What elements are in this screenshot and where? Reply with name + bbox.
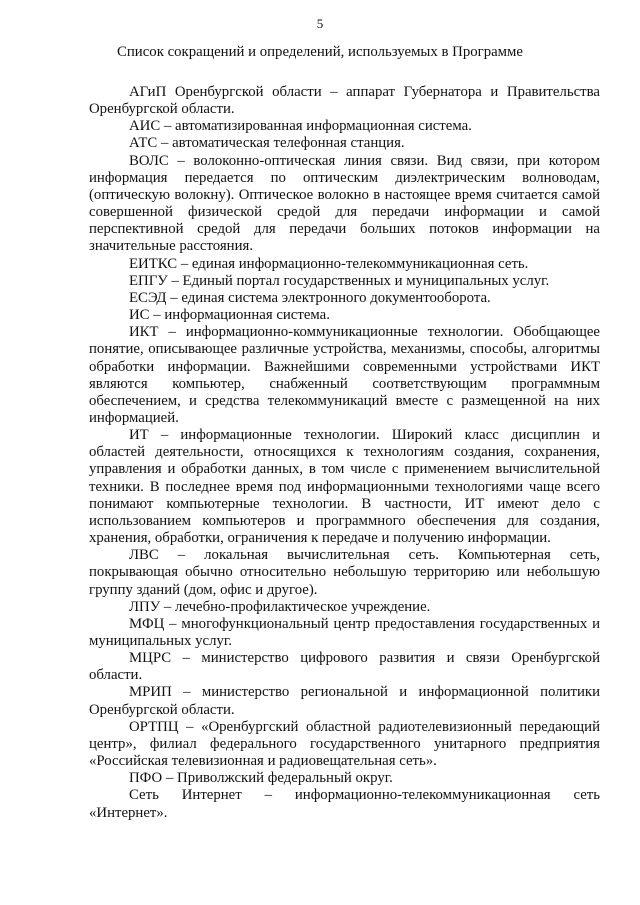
entry-internet: Сеть Интернет – информационно-телекоммуникационная сеть «Интернет». — [89, 787, 600, 821]
page-title: Список сокращений и определений, используемых в Программе — [117, 44, 523, 60]
entry-agip: АГиП Оренбургской области – аппарат Губернатора и Правительства Оренбургской области. — [89, 84, 600, 118]
entry-mrip: МРИП – министерство региональной и информационной политики Оренбургской области. — [89, 684, 600, 718]
entry-mfc: МФЦ – многофункциональный центр предоставления государственных и муниципальных услуг. — [89, 615, 600, 649]
entry-ats: АТС – автоматическая телефонная станция. — [129, 135, 405, 152]
entry-esed: ЕСЭД – единая система электронного документооборота. — [129, 289, 491, 306]
entry-is: ИС – информационная система. — [129, 307, 330, 324]
entry-ais: АИС – автоматизированная информационная система. — [129, 118, 472, 135]
entry-eitks: ЕИТКС – единая информационно-телекоммуникационная сеть. — [129, 255, 529, 272]
abbreviation-list — [89, 84, 600, 822]
entry-ortpc: ОРТПЦ – «Оренбургский областной радиотелевизионный передающий центр», филиал федерального государственного унитарного предприятия «Российская телевизионная и радиовещательная сеть». — [89, 718, 600, 770]
entry-pfo: ПФО – Приволжский федеральный округ. — [129, 770, 393, 787]
entry-lvs: ЛВС – локальная вычислительная сеть. Компьютерная сеть, покрывающая обычно относительно небольшую территорию или небольшую группу зданий (дом, офис и другое). — [89, 547, 600, 598]
entry-epgu: ЕПГУ – Единый портал государственных и муниципальных услуг. — [129, 272, 550, 289]
entry-vols: ВОЛС – волоконно-оптическая линия связи. Вид связи, при котором информация передается по оптическим диэлектрическим волноводам, (оптическую волокну). Оптическое волокно в настоящее время считается самой совершенной физической средой для передачи информации и самой перспективной средой для передачи больших потоков информации на значительные расстояния. — [89, 152, 600, 255]
entry-it: ИТ – информационные технологии. Широкий класс дисциплин и областей деятельности, относящихся к технологиям создания, сохранения, управления и обработки данных, в том числе с применением вычислительной техники. В последнее время под информационными технологиями чаще всего понимают компьютерные технологии. В частности, ИТ имеют дело с использованием компьютеров и программного обеспечения для создания, хранения, обработки, ограничения к передаче и получению информации. — [89, 427, 600, 547]
page-number: 5 — [316, 16, 324, 31]
entry-mcrs: МЦРС – министерство цифрового развития и связи Оренбургской области. — [89, 650, 600, 684]
entry-lpu: ЛПУ – лечебно-профилактическое учреждение. — [129, 598, 431, 615]
entry-ikt: ИКТ – информационно-коммуникационные технологии. Обобщающее понятие, описывающее различные устройства, механизмы, способы, алгоритмы обработки информации. Важнейшими современными устройствами ИКТ являются компьютер, снабженный соответствующим программным обеспечением, и средства телекоммуникаций вместе с размещенной на них информацией. — [89, 324, 600, 426]
